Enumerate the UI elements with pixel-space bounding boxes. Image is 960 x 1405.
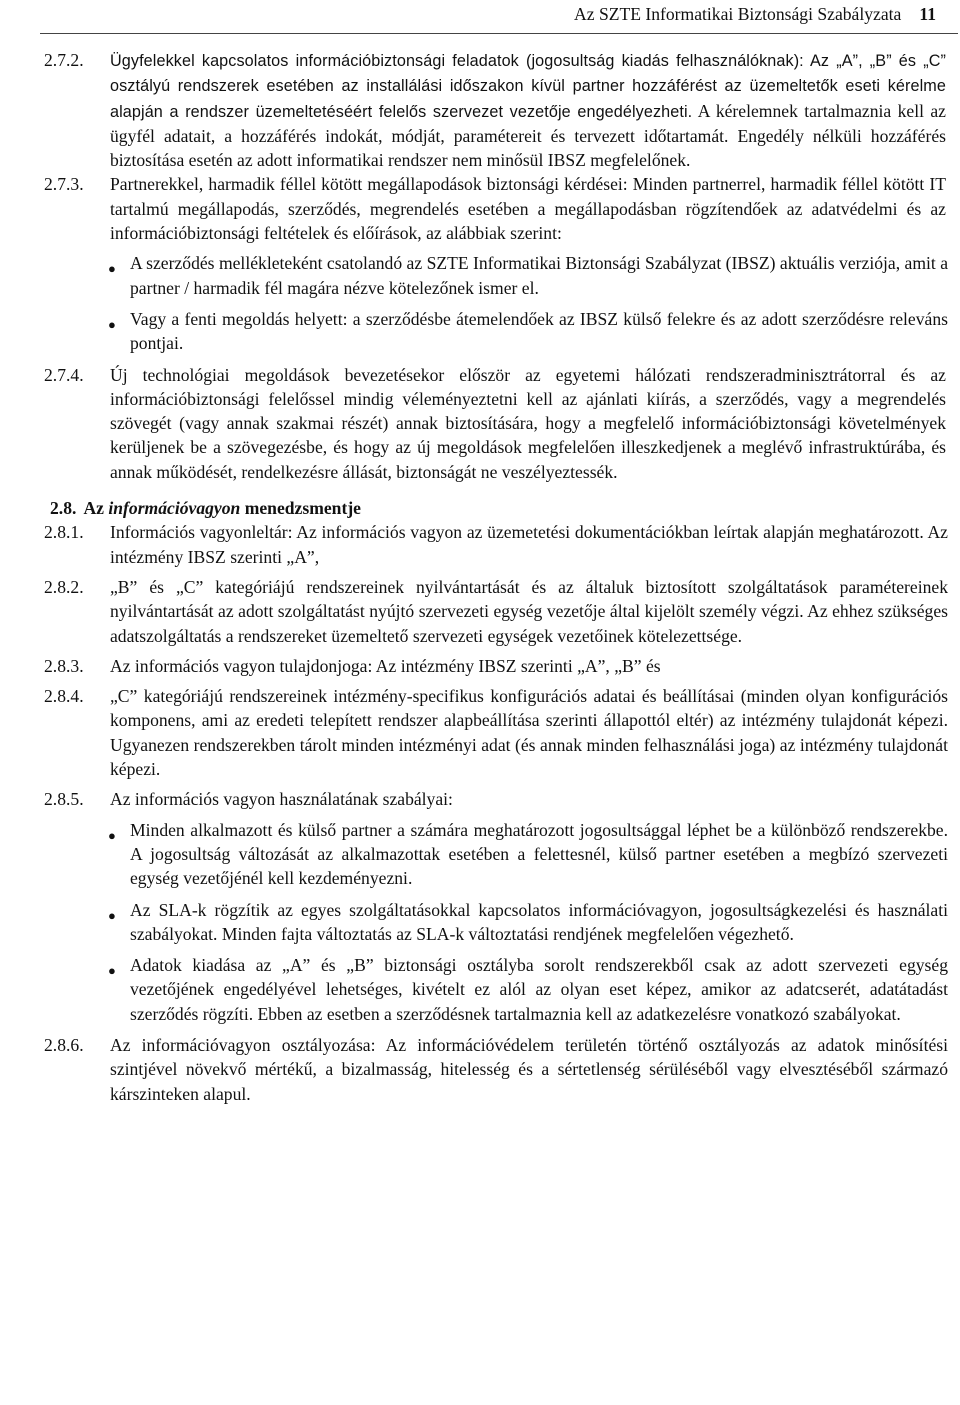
bullet-icon: ● — [108, 827, 116, 843]
section-2-8-4 — [44, 684, 948, 781]
bullet-icon: ● — [108, 963, 116, 979]
section-2-8-2 — [44, 575, 948, 648]
section-2-7-4 — [44, 363, 946, 484]
section-text: A kérelemnek tartalmaznia kell az ügyfél adatait, a hozzáférés indokát, módját, paramétereit és tervezett időtartamát. Engedély nélküli hozzáférés biztosítása esetén az adott informatikai rendszer nem minősül IBSZ megfelelőnek. — [110, 100, 946, 171]
page-number: 11 — [919, 4, 936, 24]
bullet-list — [108, 818, 948, 1026]
section-text: „C” kategóriájú rendszereinek intézmény-specifikus konfigurációs adatai és beállításai (minden olyan konfigurációs komponens, ami az eredeti telepített rendszer alapbeállítása szerinti állapottól eltér) az intézmény tulajdonát képezi. Ugyanezen rendszerekben tárolt minden intézményi adat (és annak minden felhasználási joga) az intézmény tulajdonát képezi. — [110, 686, 948, 780]
section-number: 2.8.2. — [44, 576, 84, 597]
list-item: ● A szerződés mellékleteként csatolandó az SZTE Informatikai Biztonsági Szabályzat (IBSZ) aktuális verziója, amit a partner / harmadik fél magára nézve kötelezőnek ismer el. — [108, 253, 948, 298]
section-2-8-1 — [44, 520, 948, 569]
list-item: ● Minden alkalmazott és külső partner a számára meghatározott jogosultsággal léphet be a különböző rendszerekbe. A jogosultság változását az alkalmazottak esetében a felettesnél, külső partner esetében a megbízó szervezeti egység vezetőjénél kell kezdeményezni. — [108, 819, 948, 889]
list-item: ● Adatok kiadása az „A” és „B” biztonsági osztályba sorolt rendszerekből csak az adott szervezeti egység vezetőjének engedélyével lehetséges, kivételt ez alól az olyan eset képez, amikor az adatcserét, adatátadást szerződés rögzíti. Ebben az esetben a szerződésnek tartalmaznia kell az adatkezelésre vonatkozó szabályokat. — [108, 955, 948, 1024]
section-text: Az információs vagyon használatának szabályai: — [110, 789, 453, 810]
section-text-sans: Ügyfelekkel kapcsolatos információbiztonsági feladatok (jogosultság kiadás felhasználóknak): Az „A”, „B” és „C” osztályú rendszerek esetében az installálási időszakon kívül partner hozzáférést az üzemeltetők eseti kérelme alapján a rendszer üzemeltetéséért felelős szervezet vezetője engedélyezheti. — [110, 52, 946, 121]
section-number: 2.7.2. — [44, 50, 84, 70]
section-text: Információs vagyonleltár: Az információs vagyon az üzemetetési dokumentációkban leírtak alapján meghatározott. Az intézmény IBSZ szerinti „A”, — [110, 522, 948, 567]
section-2-8-6 — [44, 1033, 948, 1106]
section-number: 2.8.5. — [44, 789, 84, 810]
page-header — [0, 0, 960, 46]
document-body — [0, 48, 960, 1106]
bullet-icon: ● — [108, 261, 116, 277]
section-2-8-3 — [44, 654, 948, 678]
section-text: Az információvagyon osztályozása: Az információvédelem területén történő osztályozás az adatok minősítési szintjével növekvő mértékű, a bizalmasság, hitelesség és a sértetlenség sérüléséből vagy elvesztéséből származó kárszinteken alapul. — [110, 1034, 948, 1104]
section-2-7-2 — [44, 48, 946, 172]
section-number: 2.7.4. — [44, 364, 84, 385]
bullet-icon: ● — [108, 316, 116, 332]
section-2-7-3 — [44, 172, 946, 245]
bullet-icon: ● — [108, 907, 116, 923]
header-title: Az SZTE Informatikai Biztonsági Szabályzata — [574, 4, 902, 24]
section-2-8-5 — [44, 787, 948, 811]
heading-number: 2.8. — [50, 498, 77, 519]
list-item: ● Vagy a fenti megoldás helyett: a szerződésbe átemelendőek az IBSZ külső felekre és az adott szerződésre releváns pontjai. — [108, 308, 948, 354]
section-number: 2.8.6. — [44, 1034, 84, 1055]
section-text: Partnerekkel, harmadik féllel kötött megállapodások biztonsági kérdései: Minden partnerrel, harmadik féllel kötött IT tartalmú megállapodás, szerződés, megrendelés esetében a megállapodásban rögzítendőek az adatvédelmi és az információbiztonsági feltételek és előírások, az alábbiak szerint: — [110, 174, 946, 244]
bullet-list — [108, 251, 948, 355]
section-number: 2.8.3. — [44, 655, 84, 676]
section-number: 2.8.4. — [44, 686, 84, 707]
section-text: „B” és „C” kategóriájú rendszereinek nyilvántartását és az általuk biztosított szolgáltatások paramétereinek nyilvántartását az adott szolgáltatást nyújtó szervezeti egység vezetője által kijelölt személy végzi. Az ehhez szükséges adatszolgáltatás a rendszereket üzemeltető szervezeti egységek vezetőinek kötelezettsége. — [110, 576, 948, 646]
section-number: 2.7.3. — [44, 174, 84, 195]
header-divider — [40, 33, 958, 34]
section-text: Az információs vagyon tulajdonjoga: Az intézmény IBSZ szerinti „A”, „B” és — [110, 655, 661, 676]
list-item: ● Az SLA-k rögzítik az egyes szolgáltatásokkal kapcsolatos információvagyon, jogosultságkezelési és használati szabályokat. Minden fajta változtatás az SLA-k változtatási rendjének megfelelően végezhető. — [108, 899, 948, 944]
section-text: Új technológiai megoldások bevezetésekor először az egyetemi hálózati rendszeradminisztrátorral és az információbiztonsági felelőssel mindig véleményeztetni kell az ajánlati kiírás, a szerződés, vagy a megrendelés szövegét (vagy annak szakmai részét) annak biztosítására, hogy a megfelelő információbiztonsági követelmények kerüljenek be a szövegezésbe, és hogy az új megoldások megfelelően illeszkedjenek a meglévő infrastruktúrába, és annak működését, rendelkezésre állását, biztonságát ne veszélyeztessék. — [110, 364, 946, 482]
section-heading-2-8: 2.8. Az információvagyon menedzsmentje — [50, 496, 960, 520]
section-number: 2.8.1. — [44, 522, 84, 543]
